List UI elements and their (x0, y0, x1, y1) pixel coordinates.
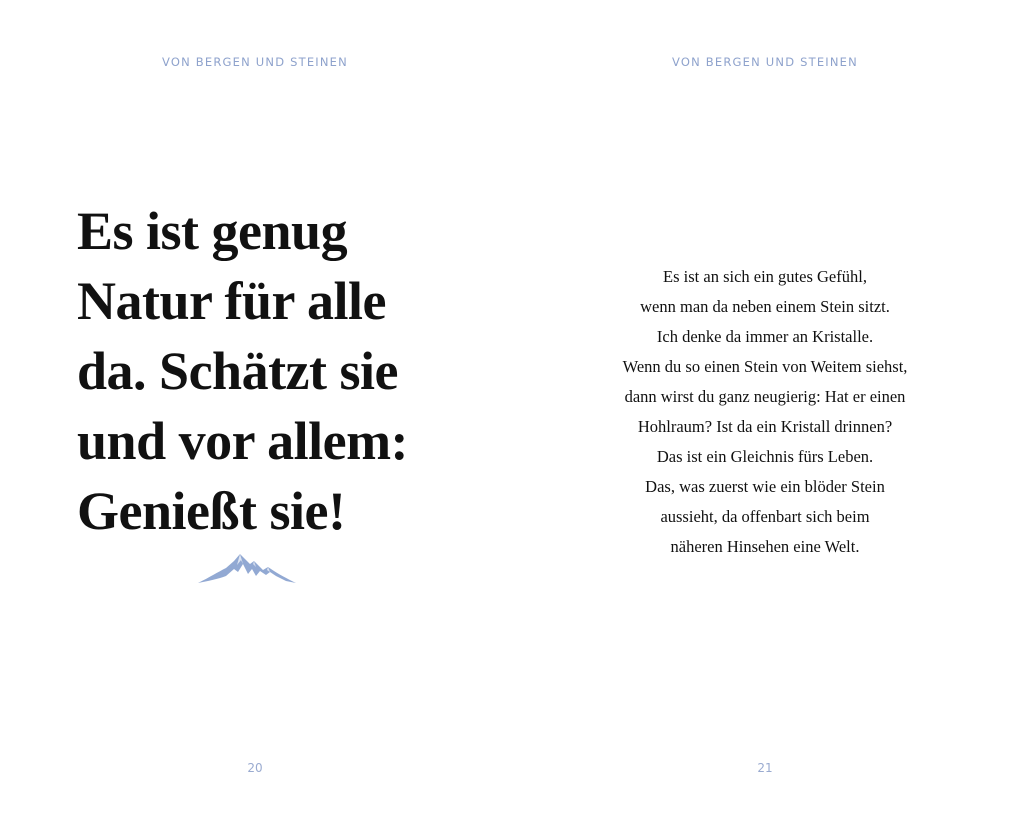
poem-line: Das, was zuerst wie ein blöder Stein (645, 477, 885, 496)
right-page (510, 0, 1020, 829)
quote-line: Es ist genug (77, 201, 348, 261)
quote-line: Natur für alle (77, 271, 386, 331)
quote-heading (77, 196, 497, 546)
poem-line: Ich denke da immer an Kristalle. (656, 327, 874, 346)
mountain-icon (196, 550, 298, 586)
poem-line: aussieht, da offenbart sich beim (660, 507, 870, 526)
poem-line: wenn man da neben einem Stein sitzt. (640, 297, 890, 316)
page-number-left: 20 (247, 761, 263, 775)
poem-line: näheren Hinsehen eine Welt. (670, 537, 860, 556)
poem-line: dann wirst du ganz neugierig: Hat er einen (624, 387, 906, 406)
poem-line: Wenn du so einen Stein von Weitem siehst, (622, 357, 908, 376)
running-header-right: VON BERGEN UND STEINEN (672, 55, 858, 69)
running-header-left: VON BERGEN UND STEINEN (162, 55, 348, 69)
quote-line: und vor allem: (77, 411, 409, 471)
poem-line: Das ist ein Gleichnis fürs Leben. (656, 447, 874, 466)
quote-line: Genießt sie! (77, 481, 346, 541)
page-number-right: 21 (757, 761, 773, 775)
quote-line: da. Schätzt sie (77, 341, 398, 401)
poem-text (510, 262, 1020, 562)
poem-line: Es ist an sich ein gutes Gefühl, (663, 267, 867, 286)
poem-line: Hohlraum? Ist da ein Kristall drinnen? (637, 417, 893, 436)
